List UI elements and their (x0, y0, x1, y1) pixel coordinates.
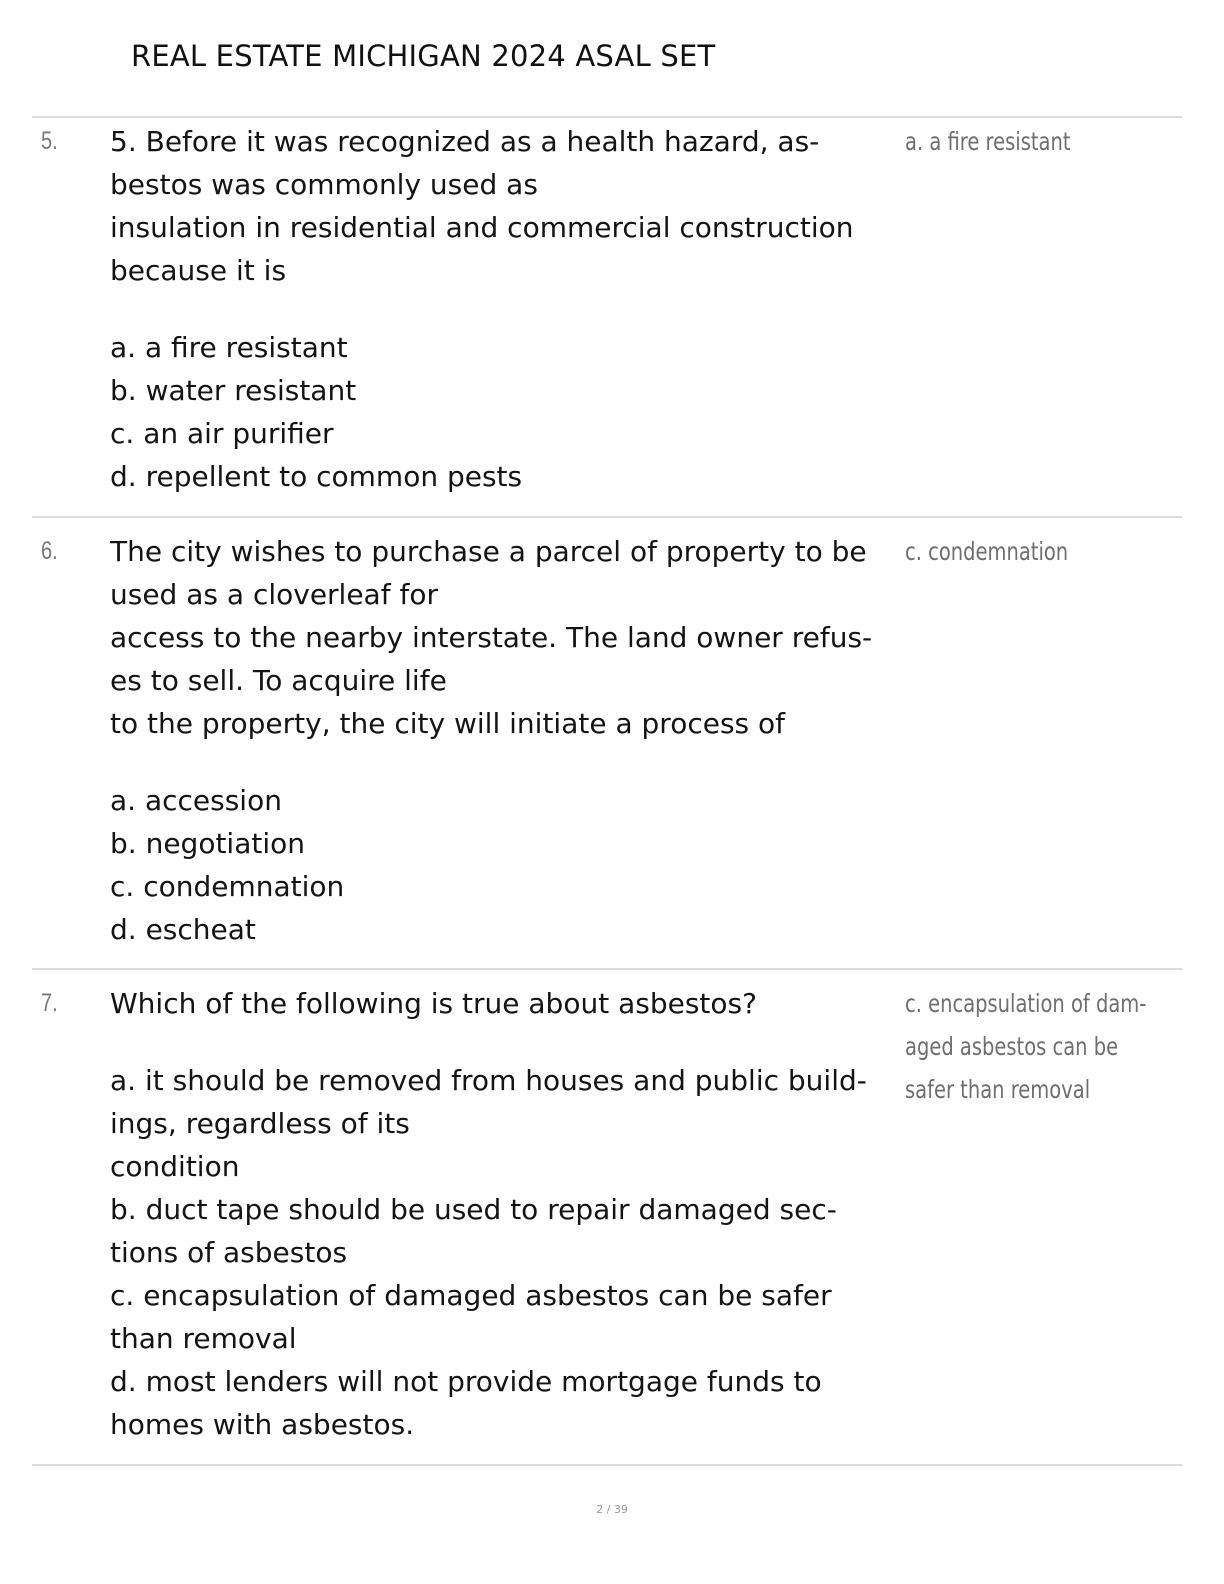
question-text-line: to the property, the city will initiate a process of (110, 707, 786, 740)
spacer (110, 292, 900, 326)
option-line: than removal (110, 1322, 297, 1355)
question-text-line: The city wishes to purchase a parcel of property to be (110, 535, 867, 568)
question-text-line: used as a cloverleaf for (110, 578, 438, 611)
option-line: ings, regardless of its (110, 1107, 410, 1140)
option-line: a. a fire resistant (110, 331, 348, 364)
question-body (110, 120, 900, 498)
option-line: c. an air purifier (110, 417, 334, 450)
answer-text (905, 120, 1116, 163)
spacer (110, 1025, 900, 1059)
question-number: 6. (41, 537, 58, 565)
answer-line: c. condemnation (905, 537, 1069, 566)
question-number: 5. (41, 127, 58, 155)
answer-line: aged asbestos can be (905, 1032, 1119, 1061)
option-line: tions of asbestos (110, 1236, 348, 1269)
question-text-line: Which of the following is true about asbestos? (110, 987, 757, 1020)
question-text-line: 5. Before it was recognized as a health hazard, as- (110, 125, 820, 158)
option-line: a. accession (110, 784, 282, 817)
divider (32, 516, 1182, 518)
answer-text (905, 982, 1147, 1111)
option-line: condition (110, 1150, 240, 1183)
document-title: REAL ESTATE MICHIGAN 2024 ASAL SET (131, 39, 716, 73)
question-text-line: bestos was commonly used as (110, 168, 538, 201)
spacer (110, 745, 900, 779)
question-text-line: access to the nearby interstate. The land owner refus- (110, 621, 873, 654)
option-line: d. escheat (110, 913, 256, 946)
option-line: a. it should be removed from houses and public build- (110, 1064, 867, 1097)
question-text-line: because it is (110, 254, 287, 287)
question-body (110, 530, 900, 951)
answer-line: c. encapsulation of dam- (905, 989, 1147, 1018)
option-line: b. duct tape should be used to repair damaged sec- (110, 1193, 837, 1226)
answer-text (905, 530, 1116, 573)
option-line: c. condemnation (110, 870, 345, 903)
answer-line: safer than removal (905, 1075, 1091, 1104)
question-text-line: es to sell. To acquire life (110, 664, 447, 697)
option-line: b. negotiation (110, 827, 306, 860)
divider (32, 116, 1182, 118)
option-line: d. repellent to common pests (110, 460, 523, 493)
question-number: 7. (41, 989, 58, 1017)
option-line: d. most lenders will not provide mortgage funds to (110, 1365, 822, 1398)
divider (32, 1464, 1182, 1466)
question-body (110, 982, 900, 1446)
option-line: homes with asbestos. (110, 1408, 415, 1441)
option-line: b. water resistant (110, 374, 357, 407)
option-line: c. encapsulation of damaged asbestos can be safer (110, 1279, 832, 1312)
divider (32, 968, 1182, 970)
page-indicator: 2 / 39 (596, 1503, 628, 1516)
question-text-line: insulation in residential and commercial construction (110, 211, 854, 244)
answer-line: a. a fire resistant (905, 127, 1071, 156)
